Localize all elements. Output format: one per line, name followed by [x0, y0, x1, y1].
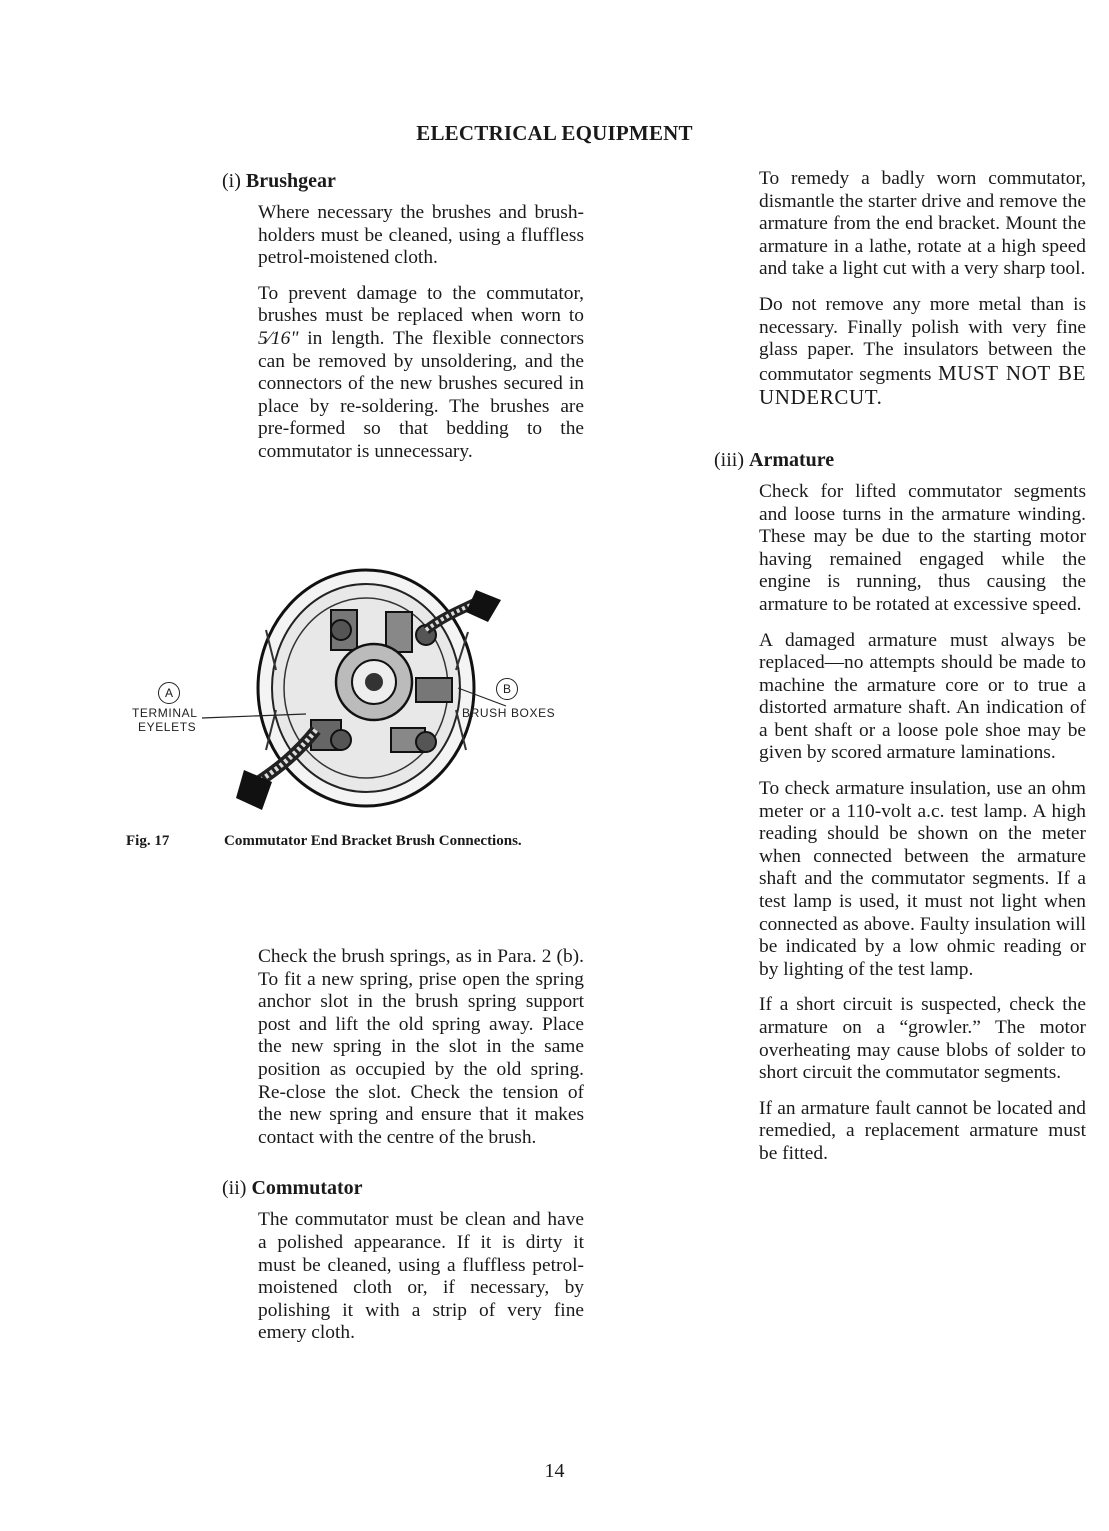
page-number: 14 [544, 1460, 565, 1482]
commutator-paragraph: The commutator must be clean and have a polished appearance. If it is dirty it must be cleaned, using a fluffless petrol-moistened cloth or, if necessary, by polishing it with a strip of very fine emery cloth. [258, 1209, 584, 1344]
armature-paragraph-4: If a short circuit is suspected, check the armature on a “growler.” The motor overheating may cause blobs of solder to short circuit the commutator segments. [759, 994, 1086, 1084]
section-title: Commutator [251, 1177, 363, 1200]
armature-paragraph-3: To check armature insulation, use an ohm meter or a 110-volt a.c. test lamp. A high reading should be shown on the meter when connected between the armature shaft and the commutator segments. If a test lamp is used, it must not light when connected as above. Faulty insulation will be indicated by a low ohmic reading or by lighting of the test lamp. [759, 778, 1086, 980]
metal-removal-text: Do not remove any more metal than is necessary. Finally polish with very fine glass paper. The insulators between the commutator segments [759, 293, 1086, 385]
label-a-circle: A [158, 682, 180, 704]
terminal-eyelets-label-line1: TERMINAL [132, 706, 198, 720]
left-column-lower [222, 946, 584, 1358]
section-heading-commutator [222, 1175, 584, 1201]
section-number: (iii) [714, 448, 744, 471]
brush-springs-paragraph: Check the brush springs, as in Para. 2 (b). To fit a new spring, prise open the spring anchor slot in the brush spring support post and lift the old spring away. Place the new spring in the slot in the same position as occupied by the old spring. Re-close the slot. Check the tension of the new spring and ensure that it makes contact with the centre of the brush. [258, 946, 584, 1148]
section-title: Brushgear [245, 170, 336, 192]
armature-paragraph-5: If an armature fault cannot be located and remedied, a replacement armature must be fitted. [759, 1097, 1086, 1164]
armature-paragraph-2: A damaged armature must always be replaced—no attempts should be made to machine the armature core or to true a distorted armature shaft. An indication of a bent shaft or a loose pole shoe may be given by scored armature laminations. [759, 629, 1086, 764]
terminal-eyelets-label-line2: EYELETS [138, 720, 197, 734]
metal-removal-paragraph [714, 294, 1086, 411]
brushgear-paragraph-2-end: in length. The flexible connectors can be removed by unsoldering, and the connectors of the new brushes secured in place by re-soldering. The brushes are pre-formed so that bedding to the commutator is unnecessary. [258, 327, 584, 462]
section-number: (i) [222, 170, 241, 192]
section-heading-armature [714, 447, 1086, 473]
figure-number: Fig. 17 [126, 833, 170, 849]
brushgear-paragraph-1: Where necessary the brushes and brush-holders must be cleaned, using a fluffless petrol-moistened cloth. [258, 202, 584, 269]
figure-caption-text: Commutator End Bracket Brush Connections. [224, 833, 522, 849]
armature-paragraph-1: Check for lifted commutator segments and loose turns in the armature winding. These may be due to the starting motor having remained engaged while the engine is running, thus causing the armature to be rotated at excessive speed. [759, 480, 1086, 615]
left-column [222, 168, 584, 477]
right-column [714, 168, 1086, 1179]
brushgear-paragraph-2 [222, 283, 584, 464]
commutator-end-bracket-figure [126, 560, 586, 820]
remedy-paragraph: To remedy a badly worn commutator, dismantle the starter drive and remove the armature from the end bracket. Mount the armature in a lathe, rotate at a high speed and take a light cut with a very sharp tool. [759, 168, 1086, 280]
page-title: ELECTRICAL EQUIPMENT [416, 121, 693, 145]
brush-length-fraction: 5⁄16" [258, 327, 299, 349]
label-b-circle: B [496, 678, 518, 700]
section-number: (ii) [222, 1177, 247, 1200]
brushgear-paragraph-2-start: To prevent damage to the commutator, brushes must be replaced when worn to [258, 282, 584, 327]
section-title: Armature [749, 448, 835, 471]
section-heading-brushgear [222, 168, 584, 194]
brush-boxes-label: BRUSH BOXES [462, 706, 556, 720]
undercut-warning: MUST NOT BE UNDERCUT. [759, 360, 1086, 410]
